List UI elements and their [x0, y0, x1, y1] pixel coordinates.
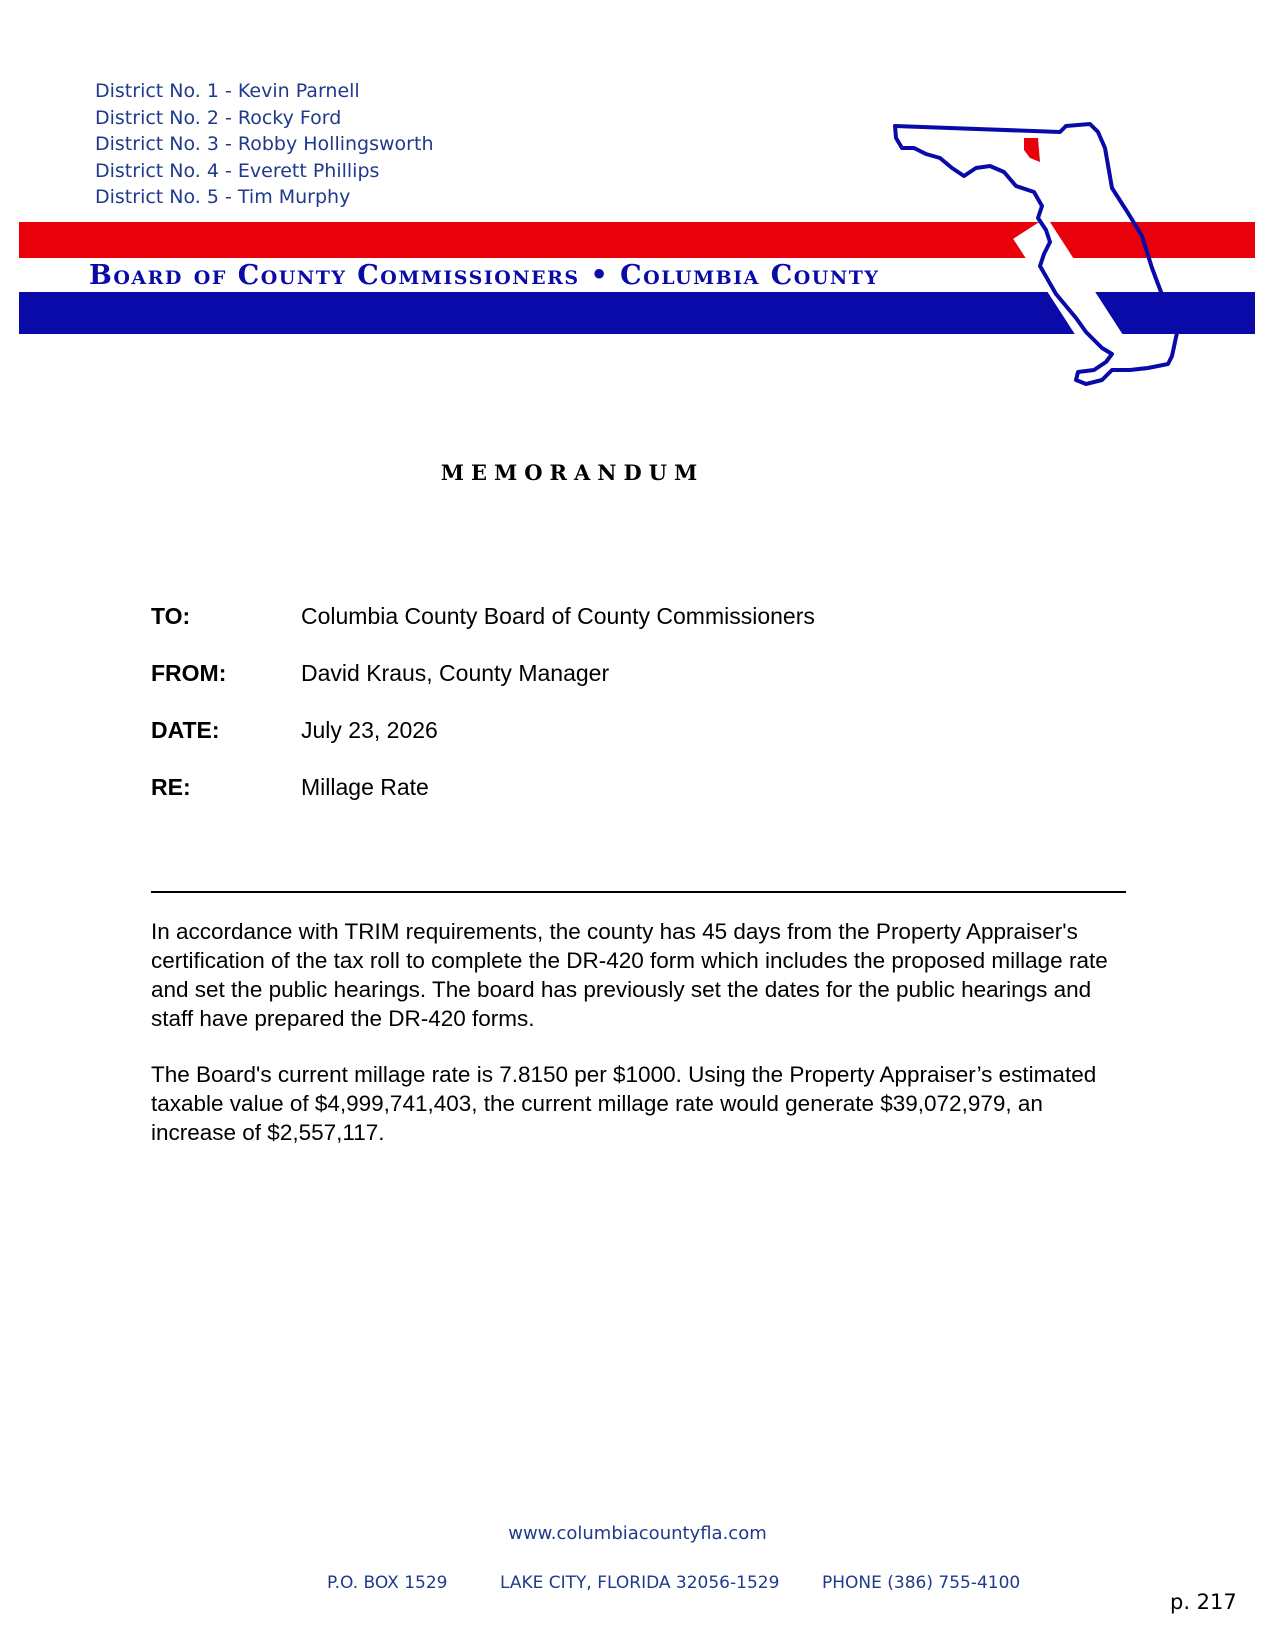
from-value: David Kraus, County Manager [301, 660, 610, 686]
phone-number: PHONE (386) 755-4100 [822, 1573, 1021, 1593]
date-value: July 23, 2026 [301, 717, 438, 743]
district-item: District No. 5 - Tim Murphy [95, 186, 351, 208]
from-label: FROM: [151, 660, 227, 686]
banner-text: Board of County Commissioners • Columbia County [89, 260, 880, 291]
florida-map-icon [880, 118, 1200, 398]
body-paragraph: The Board's current millage rate is 7.8150 per $1000. Using the Property Appraiser’s estimated taxable value of $4,999,741,403, the current millage rate would generate $39,072,979, an increase of $2,557,117. [151, 1062, 1097, 1145]
to-label: TO: [151, 603, 191, 629]
website-link[interactable]: www.columbiacountyfla.com [508, 1523, 767, 1544]
po-box: P.O. BOX 1529 [327, 1573, 448, 1593]
district-item: District No. 4 - Everett Phillips [95, 159, 380, 182]
body-paragraph: In accordance with TRIM requirements, the county has 45 days from the Property Appraiser's certification of the tax roll to complete the DR-420 form which includes the proposed millage rate and set the public hearings. The board has previously set the dates for the public hearings and staff have prepared the DR-420 forms. [151, 919, 1108, 1031]
memo-title: MEMORANDUM [440, 460, 705, 485]
to-value: Columbia County Board of County Commissioners [301, 603, 815, 629]
district-item: District No. 2 - Rocky Ford [95, 106, 342, 129]
re-value: Millage Rate [301, 774, 429, 800]
columbia-county-marker [1024, 138, 1040, 162]
district-item: District No. 3 - Robby Hollingsworth [95, 133, 434, 155]
city-address: LAKE CITY, FLORIDA 32056-1529 [500, 1573, 780, 1593]
date-label: DATE: [151, 717, 220, 743]
divider [151, 891, 1126, 893]
district-item: District No. 1 - Kevin Parnell [95, 80, 360, 102]
re-label: RE: [151, 774, 191, 800]
page-number: p. 217 [1170, 1590, 1237, 1614]
district-list [95, 78, 433, 211]
